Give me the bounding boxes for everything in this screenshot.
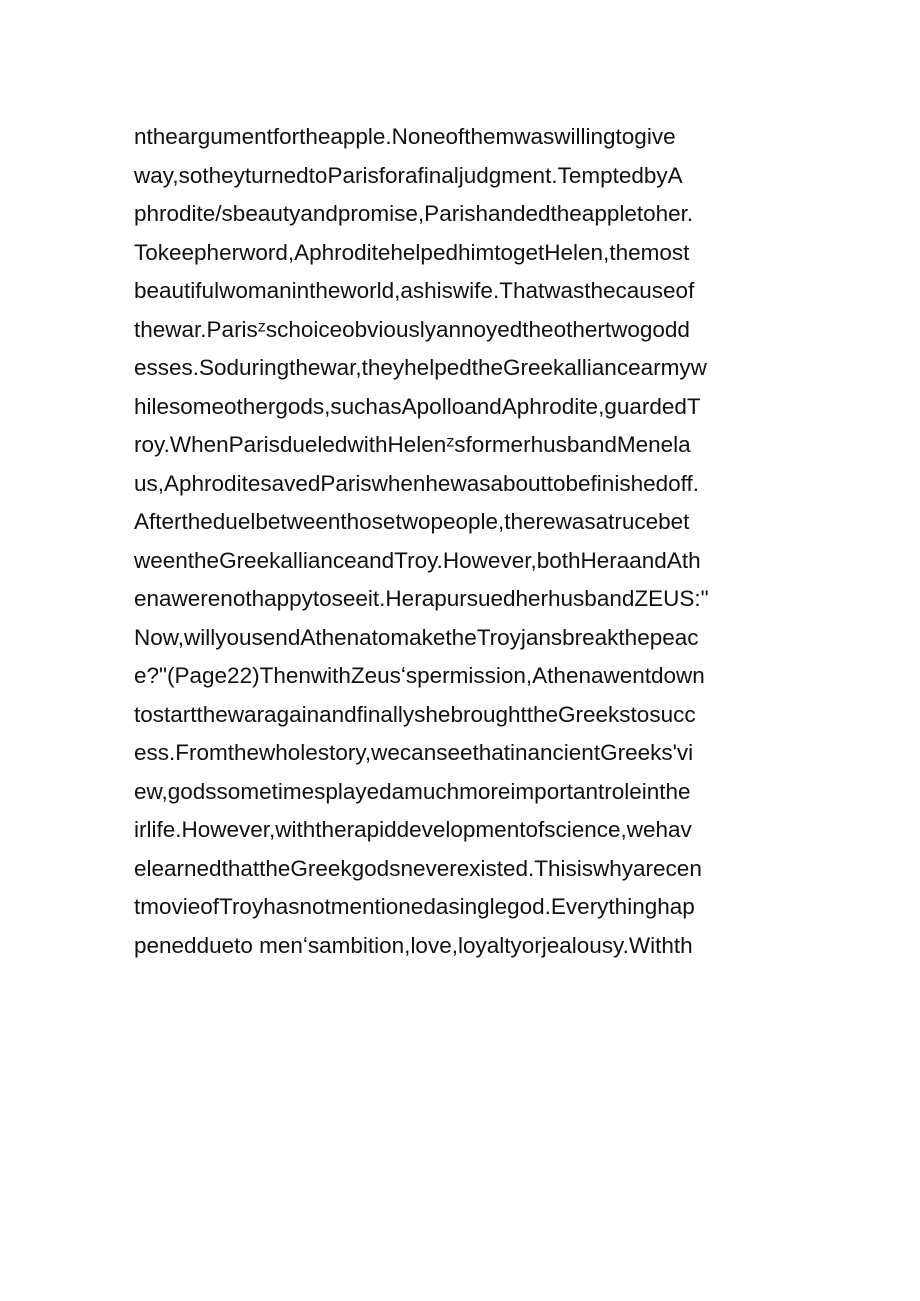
text-line-1: ntheargumentfortheapple.Noneofthemwaswillingtogive xyxy=(134,124,676,149)
text-line-10: us,AphroditesavedPariswhenhewasabouttobefinishedoff. xyxy=(134,470,699,496)
text-line-11: Aftertheduelbetweenthosetwopeople,therewasatrucebet xyxy=(134,509,690,534)
text-line-22: peneddueto menʻsambition,love,loyaltyorjealousy.Withth xyxy=(134,932,693,958)
text-line-20: elearnedthattheGreekgodsneverexisted.Thisiswhyarecen xyxy=(134,855,702,881)
text-line-5: beautifulwomanintheworld,ashiswife.Thatwasthecauseof xyxy=(134,278,695,303)
text-line-7: esses.Soduringthewar,theyhelpedtheGreekalliancearmyw xyxy=(134,355,707,380)
text-line-14: Now,willyousendAthenatomaketheTroyjansbreakthepeac xyxy=(134,624,699,650)
text-line-3: phrodite/sbeautyandpromise,Parishandedtheappletoher. xyxy=(134,201,694,226)
text-line-13: enawerenothappytoseeit.HerapursuedherhusbandZEUS:" xyxy=(134,586,709,611)
text-line-12: weentheGreekallianceandTroy.However,bothHeraandAth xyxy=(134,547,701,573)
text-line-15: e?"(Page22)ThenwithZeusʻspermission,Athenawentdown xyxy=(134,663,705,688)
text-line-19: irlife.However,withtherapiddevelopmentofscience,wehav xyxy=(134,817,692,842)
text-line-6: thewar.Parisᶻschoiceobviouslyannoyedtheothertwogodd xyxy=(134,316,690,342)
text-line-9: roy.WhenParisdueledwithHelenᶻsformerhusbandMenela xyxy=(134,432,691,457)
text-line-8: hilesomeothergods,suchasApolloandAphrodite,guardedT xyxy=(134,393,701,419)
text-line-21: tmovieofTroyhasnotmentionedasinglegod.Everythinghap xyxy=(134,894,695,919)
text-line-16: tostartthewaragainandfinallyshebroughttheGreekstosucc xyxy=(134,701,696,727)
text-line-4: Tokeepherword,AphroditehelpedhimtogetHelen,themost xyxy=(134,239,690,265)
text-line-2: way,sotheyturnedtoParisforafinaljudgment.TemptedbyA xyxy=(134,162,683,188)
text-line-18: ew,godssometimesplayedamuchmoreimportantroleinthe xyxy=(134,778,691,804)
body-text xyxy=(134,118,794,965)
text-line-17: ess.Fromthewholestory,wecanseethatinancientGreeks'vi xyxy=(134,740,694,765)
